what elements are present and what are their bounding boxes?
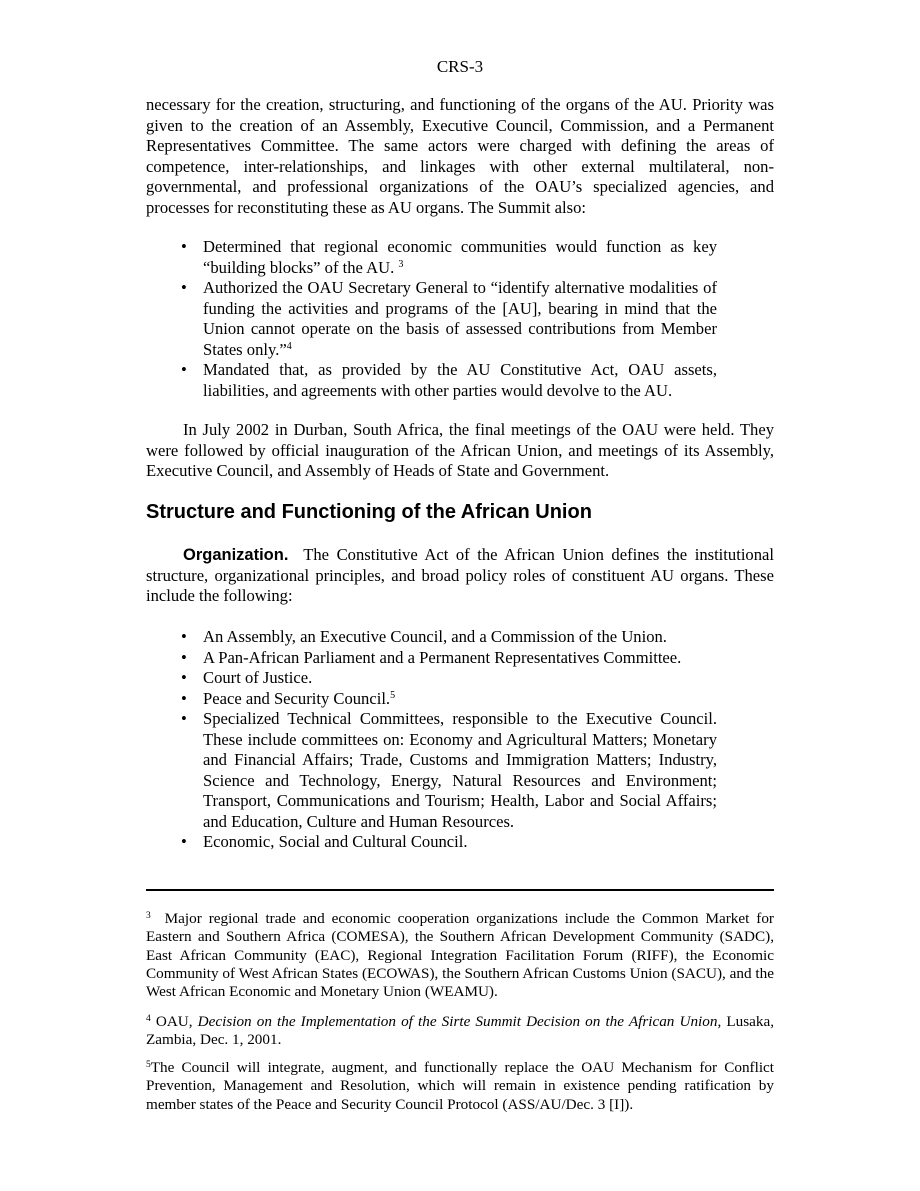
- bullet-icon: •: [181, 360, 187, 379]
- summit-actions-list: [146, 237, 774, 401]
- paragraph-organization: Organization. The Constitutive Act of the African Union defines the institutional structure, organizational principles, and broad policy roles of constituent AU organs. These include the following:: [146, 545, 774, 605]
- footnote-divider: [146, 889, 774, 891]
- page-header: CRS-3: [436, 57, 484, 76]
- bullet-icon: •: [181, 668, 187, 687]
- footnote-3: $^3$ Major regional trade and economic cooperation organizations include the Common Market for Eastern and Southern Africa (COMESA), the Southern African Development Community (SADC), East African Community (EAC), Regional Integration Facilitation Forum (RIFF), the Economic Community of West African States (ECOWAS), the Southern African Customs Union (SACU), and the West African Economic and Monetary Union (WEAMU).: [146, 910, 774, 1001]
- bullet-icon: •: [181, 832, 187, 851]
- footnote-5: $^5$The Council will integrate, augment, and functionally replace the OAU Mechanism for Conflict Prevention, Management and Resolution, which will remain in existence pending ratification by member states of the Peace and Security Council Protocol (ASS/AU/Dec. 3 [I]).: [146, 1059, 774, 1113]
- list-item: • A Pan-African Parliament and a Permanent Representatives Committee.: [181, 647, 682, 667]
- list-item: • Court of Justice.: [181, 668, 313, 687]
- list-item: • Determined that regional economic communities would function as key “building blocks” of the AU. $^3$: [181, 237, 717, 277]
- au-organs-list: [146, 627, 774, 853]
- bullet-icon: •: [181, 627, 187, 646]
- list-item: • An Assembly, an Executive Council, and a Commission of the Union.: [181, 627, 667, 646]
- list-item: • Specialized Technical Committees, responsible to the Executive Council. These include committees on: Economy and Agricultural Matters; Monetary and Financial Affairs; Trade, Customs and Immigration Matters; Industry, Science and Technology, Energy, Natural Resources and Environment; Transport, Communications and Tourism; Health, Labor and Social Affairs; and Education, Culture and Human Resources.: [181, 709, 717, 831]
- bullet-icon: •: [181, 278, 187, 297]
- paragraph-summit-priorities: necessary for the creation, structuring, and functioning of the organs of the AU. Priority was given to the creation of an Assembly, Executive Council, Commission, and a Permanent Representatives Committee. The same actors were charged with defining the areas of competence, inter-relationships, and linkages with other external multilateral, non-governmental, and professional organizations of the OAU’s specialized agencies, and processes for reconstituting these as AU organs. The Summit also:: [146, 95, 774, 217]
- run-in-heading: Organization.: [183, 546, 289, 564]
- bullet-icon: •: [181, 647, 187, 667]
- bullet-icon: •: [181, 237, 187, 256]
- section-heading: Structure and Functioning of the African Union: [146, 501, 592, 523]
- list-item: • Economic, Social and Cultural Council.: [181, 832, 468, 851]
- list-item: • Mandated that, as provided by the AU Constitutive Act, OAU assets, liabilities, and agreements with other parties would devolve to the AU.: [181, 360, 717, 400]
- footnote-ref-3: 3: [398, 258, 404, 270]
- bullet-icon: •: [181, 688, 187, 708]
- footnote-ref-4: 4: [286, 340, 292, 352]
- footnote-ref-5: 5: [390, 689, 396, 701]
- bullet-icon: •: [181, 709, 187, 728]
- paragraph-durban-meetings: In July 2002 in Durban, South Africa, the final meetings of the OAU were held. They were followed by official inauguration of the African Union, and meetings of its Assembly, Executive Council, and Assembly of Heads of State and Government.: [146, 420, 774, 480]
- list-item: • Peace and Security Council.$^5$: [181, 688, 396, 708]
- list-item: • Authorized the OAU Secretary General to “identify alternative modalities of funding the activities and programs of the [AU], bearing in mind that the Union cannot operate on the basis of assessed contributions from Member States only.”$^4$: [181, 278, 717, 359]
- footnote-4: $^4$ OAU, Decision on the Implementation of the Sirte Summit Decision on the African Union, Lusaka, Zambia, Dec. 1, 2001.: [146, 1013, 774, 1049]
- cited-title: Decision on the Implementation of the Sirte Summit Decision on the African Union: [197, 1013, 718, 1030]
